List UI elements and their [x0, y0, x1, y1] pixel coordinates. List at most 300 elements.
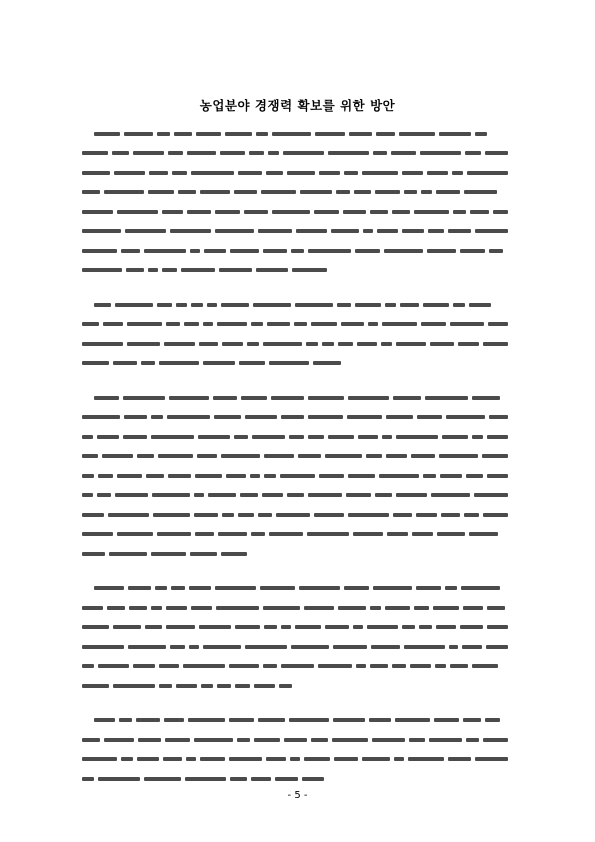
blurred-word [396, 493, 427, 497]
blurred-word [328, 151, 370, 155]
blurred-word [458, 342, 480, 346]
blurred-word [376, 132, 395, 136]
paragraph-gap [82, 280, 512, 295]
blurred-word [230, 777, 247, 781]
blurred-word [372, 738, 405, 742]
blurred-word [234, 190, 257, 194]
blurred-word [475, 757, 508, 761]
blurred-word [221, 303, 249, 307]
text-line [82, 222, 512, 242]
blurred-word [238, 171, 263, 175]
blurred-word [127, 342, 161, 346]
blurred-word [117, 532, 153, 536]
blurred-word [208, 493, 236, 497]
blurred-word [124, 415, 148, 419]
blurred-word [348, 396, 389, 400]
blurred-word [475, 132, 487, 136]
blurred-word [191, 171, 234, 175]
blurred-word [396, 342, 426, 346]
blurred-word [141, 361, 155, 365]
blurred-word [334, 757, 359, 761]
paragraph [82, 124, 512, 280]
blurred-word [414, 210, 449, 214]
blurred-word [162, 210, 183, 214]
blurred-word [419, 625, 432, 629]
blurred-word [199, 342, 218, 346]
blurred-word [427, 171, 448, 175]
blurred-word [217, 322, 248, 326]
blurred-word [333, 718, 365, 722]
blurred-word [366, 454, 382, 458]
text-line [82, 486, 512, 506]
blurred-word [213, 396, 237, 400]
blurred-word [115, 493, 149, 497]
blurred-word [373, 586, 412, 590]
blurred-word [311, 738, 328, 742]
blurred-word [263, 606, 300, 610]
blurred-word [102, 454, 134, 458]
blurred-word [269, 532, 303, 536]
blurred-word [272, 210, 310, 214]
blurred-word [341, 322, 365, 326]
blurred-word [414, 606, 429, 610]
blurred-word [423, 474, 436, 478]
blurred-word [168, 151, 183, 155]
blurred-word [485, 718, 500, 722]
blurred-word [245, 645, 288, 649]
blurred-word [148, 190, 174, 194]
blurred-word [266, 171, 283, 175]
blurred-word [127, 322, 163, 326]
blurred-word [386, 454, 407, 458]
blurred-word [357, 342, 377, 346]
blurred-word [264, 454, 294, 458]
blurred-word [475, 229, 508, 233]
blurred-word [271, 396, 304, 400]
blurred-word [314, 210, 339, 214]
blurred-word [113, 361, 137, 365]
blurred-word [166, 606, 187, 610]
text-line [82, 525, 512, 545]
blurred-word [129, 606, 147, 610]
blurred-word [284, 738, 308, 742]
blurred-word [214, 415, 242, 419]
blurred-word [258, 229, 293, 233]
blurred-word [226, 474, 247, 478]
blurred-word [469, 532, 498, 536]
blurred-word [328, 435, 355, 439]
blurred-word [302, 777, 324, 781]
blurred-word [472, 396, 500, 400]
blurred-word [159, 361, 199, 365]
blurred-word [483, 738, 508, 742]
blurred-word [167, 415, 210, 419]
blurred-word [436, 190, 460, 194]
blurred-word [133, 151, 165, 155]
blurred-word [82, 415, 120, 419]
blurred-word [409, 738, 425, 742]
blurred-word [229, 718, 254, 722]
blurred-word [204, 249, 226, 253]
text-line [82, 676, 512, 696]
blurred-word [157, 303, 172, 307]
blurred-word [200, 757, 225, 761]
blurred-word [487, 606, 505, 610]
blurred-word [307, 532, 349, 536]
blurred-word [220, 151, 246, 155]
blurred-word [412, 532, 433, 536]
blurred-word [333, 645, 368, 649]
blurred-word [162, 268, 177, 272]
blurred-word [117, 474, 143, 478]
blurred-word [104, 738, 134, 742]
blurred-word [338, 342, 354, 346]
blurred-word [171, 586, 185, 590]
blurred-word [159, 684, 172, 688]
blurred-word [433, 606, 459, 610]
blurred-word [94, 132, 120, 136]
blurred-word [487, 435, 508, 439]
text-line [82, 730, 512, 750]
blurred-word [487, 474, 508, 478]
blurred-word [465, 151, 481, 155]
blurred-word [449, 645, 459, 649]
blurred-word [245, 415, 277, 419]
blurred-word [97, 435, 119, 439]
blurred-word [98, 777, 140, 781]
blurred-word [431, 493, 471, 497]
blurred-word [404, 190, 417, 194]
blurred-word [153, 513, 190, 517]
blurred-word [252, 435, 285, 439]
blurred-word [188, 718, 225, 722]
blurred-word [375, 493, 392, 497]
blurred-word [194, 513, 218, 517]
blurred-word [434, 718, 459, 722]
blurred-word [399, 132, 435, 136]
blurred-word [469, 303, 491, 307]
blurred-word [368, 322, 378, 326]
blurred-word [203, 322, 213, 326]
blurred-word [482, 454, 508, 458]
blurred-word [450, 322, 485, 326]
blurred-word [423, 303, 449, 307]
blurred-word [269, 361, 309, 365]
blurred-word [166, 625, 195, 629]
blurred-word [124, 132, 153, 136]
blurred-word [325, 454, 363, 458]
blurred-word [463, 606, 483, 610]
blurred-word [488, 322, 508, 326]
blurred-word [196, 132, 221, 136]
blurred-word [370, 664, 388, 668]
blurred-word [190, 552, 217, 556]
blurred-word [123, 396, 165, 400]
text-line [82, 618, 512, 638]
blurred-word [163, 757, 182, 761]
blurred-word [385, 606, 410, 610]
blurred-word [189, 645, 199, 649]
blurred-word [370, 606, 381, 610]
blurred-word [417, 415, 442, 419]
blurred-word [121, 249, 140, 253]
blurred-word [172, 171, 187, 175]
blurred-word [400, 303, 419, 307]
blurred-word [428, 229, 445, 233]
blurred-word [487, 625, 508, 629]
blurred-word [472, 664, 498, 668]
blurred-word [470, 210, 489, 214]
blurred-word [355, 303, 381, 307]
blurred-word [190, 249, 200, 253]
blurred-word [222, 342, 244, 346]
blurred-word [256, 132, 268, 136]
blurred-word [249, 151, 264, 155]
text-line [82, 408, 512, 428]
blurred-word [267, 322, 290, 326]
blurred-word [296, 229, 327, 233]
blurred-word [203, 645, 241, 649]
blurred-word [347, 415, 383, 419]
blurred-word [322, 342, 334, 346]
blurred-word [250, 474, 260, 478]
blurred-word [215, 229, 254, 233]
blurred-word [319, 171, 340, 175]
blurred-word [215, 210, 241, 214]
blurred-word [393, 396, 421, 400]
blurred-word [247, 342, 259, 346]
blurred-word [114, 171, 146, 175]
blurred-word [225, 132, 252, 136]
text-line [82, 657, 512, 677]
blurred-word [82, 645, 124, 649]
blurred-word [254, 684, 275, 688]
blurred-word [304, 606, 334, 610]
blurred-word [411, 454, 435, 458]
blurred-word [344, 586, 369, 590]
text-line [82, 388, 512, 408]
blurred-word [222, 513, 234, 517]
blurred-word [382, 435, 392, 439]
blurred-word [441, 513, 461, 517]
blurred-word [464, 513, 479, 517]
blurred-word [82, 190, 100, 194]
blurred-word [262, 493, 283, 497]
blurred-word [272, 132, 311, 136]
blurred-word [82, 625, 109, 629]
blurred-word [151, 606, 162, 610]
blurred-word [304, 757, 330, 761]
blurred-word [370, 210, 388, 214]
blurred-word [169, 396, 209, 400]
blurred-word [474, 493, 508, 497]
page-number: - 5 - [287, 790, 308, 801]
blurred-word [362, 171, 398, 175]
blurred-word [338, 606, 366, 610]
blurred-word [198, 435, 230, 439]
blurred-word [164, 342, 195, 346]
blurred-word [263, 342, 302, 346]
blurred-word [98, 474, 113, 478]
blurred-word [311, 322, 337, 326]
blurred-word [152, 493, 190, 497]
blurred-word [384, 249, 423, 253]
blurred-word [425, 396, 468, 400]
blurred-word [448, 229, 471, 233]
blurred-word [148, 268, 158, 272]
blurred-word [396, 435, 438, 439]
blurred-word [416, 586, 441, 590]
text-line [82, 544, 512, 564]
blurred-word [218, 532, 247, 536]
blurred-word [144, 777, 181, 781]
blurred-word [410, 664, 431, 668]
blurred-word [281, 415, 304, 419]
blurred-word [170, 645, 185, 649]
blurred-word [94, 303, 111, 307]
blurred-word [306, 342, 318, 346]
blurred-word [176, 684, 197, 688]
blurred-word [421, 322, 446, 326]
blurred-word [237, 738, 250, 742]
blurred-word [460, 249, 485, 253]
blurred-word [337, 303, 351, 307]
blurred-word [125, 229, 167, 233]
blurred-word [104, 190, 144, 194]
text-line [82, 579, 512, 599]
blurred-word [344, 171, 359, 175]
blurred-word [325, 625, 350, 629]
blurred-word [165, 738, 190, 742]
blurred-word [445, 586, 457, 590]
blurred-word [314, 513, 344, 517]
blurred-word [107, 606, 125, 610]
blurred-word [421, 190, 432, 194]
blurred-word [353, 625, 363, 629]
blurred-word [355, 249, 380, 253]
blurred-word [159, 664, 179, 668]
blurred-word [238, 513, 255, 517]
text-line [82, 202, 512, 222]
blurred-word [215, 586, 256, 590]
blurred-word [82, 229, 121, 233]
blurred-word [230, 249, 259, 253]
blurred-word [98, 664, 129, 668]
blurred-word [358, 435, 378, 439]
blurred-word [82, 738, 100, 742]
blurred-word [452, 171, 464, 175]
blurred-word [263, 664, 277, 668]
blurred-word [427, 249, 456, 253]
blurred-word [385, 303, 396, 307]
blurred-word [489, 415, 508, 419]
blurred-word [287, 171, 315, 175]
blurred-word [151, 415, 163, 419]
blurred-word [82, 552, 105, 556]
blurred-word [219, 268, 252, 272]
blurred-word [408, 757, 444, 761]
blurred-word [435, 664, 446, 668]
blurred-word [299, 586, 340, 590]
blurred-word [82, 493, 93, 497]
blurred-word [437, 532, 465, 536]
blurred-word [256, 268, 288, 272]
blurred-word [194, 738, 233, 742]
text-line [82, 750, 512, 770]
blurred-word [191, 303, 203, 307]
blurred-word [181, 268, 215, 272]
blurred-word [235, 625, 261, 629]
blurred-word [82, 757, 117, 761]
blurred-word [82, 361, 109, 365]
blurred-word [121, 757, 133, 761]
blurred-word [343, 210, 367, 214]
blurred-word [315, 132, 345, 136]
blurred-word [174, 132, 192, 136]
blurred-word [258, 718, 285, 722]
text-line [82, 769, 512, 789]
body-text [82, 124, 512, 789]
blurred-word [186, 757, 196, 761]
blurred-word [184, 322, 199, 326]
blurred-word [117, 210, 159, 214]
blurred-word [112, 151, 129, 155]
blurred-word [108, 513, 150, 517]
blurred-word [453, 303, 465, 307]
blurred-word [394, 757, 404, 761]
blurred-word [176, 303, 187, 307]
blurred-word [203, 361, 235, 365]
blurred-word [466, 738, 479, 742]
blurred-word [392, 664, 406, 668]
blurred-word [371, 645, 400, 649]
paragraph [82, 295, 512, 373]
blurred-word [467, 171, 508, 175]
blurred-word [348, 474, 376, 478]
blurred-word [313, 361, 341, 365]
blurred-word [395, 718, 430, 722]
blurred-word [354, 190, 371, 194]
paragraph-gap [82, 696, 512, 711]
blurred-word [82, 532, 113, 536]
blurred-word [166, 322, 180, 326]
text-line [82, 241, 512, 261]
blurred-word [145, 625, 162, 629]
blurred-word [157, 532, 191, 536]
blurred-word [123, 435, 148, 439]
blurred-word [260, 586, 295, 590]
blurred-word [281, 625, 291, 629]
blurred-word [483, 513, 508, 517]
blurred-word [392, 210, 410, 214]
blurred-word [416, 513, 437, 517]
blurred-word [187, 151, 216, 155]
blurred-word [126, 268, 144, 272]
blurred-word [261, 190, 296, 194]
blurred-word [94, 396, 119, 400]
blurred-word [151, 552, 186, 556]
blurred-word [363, 229, 373, 233]
paragraph-gap [82, 564, 512, 579]
blurred-word [289, 435, 304, 439]
text-line [82, 354, 512, 374]
blurred-word [393, 513, 412, 517]
blurred-word [251, 777, 271, 781]
blurred-word [82, 210, 113, 214]
blurred-word [149, 171, 168, 175]
blurred-word [241, 396, 267, 400]
blurred-word [195, 474, 222, 478]
